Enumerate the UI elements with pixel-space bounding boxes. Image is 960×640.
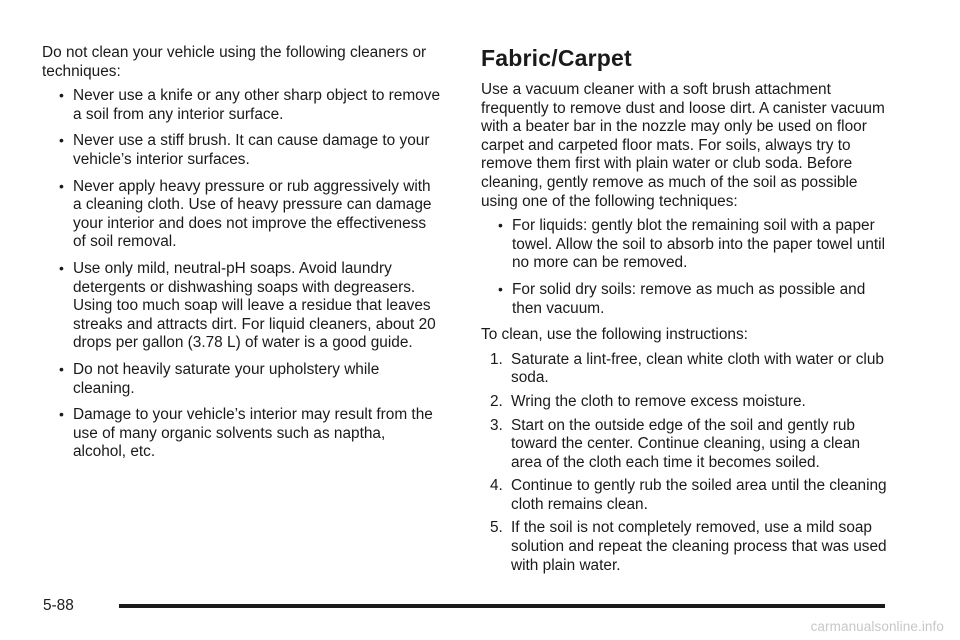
cleaning-steps-list [481,351,893,576]
list-item [481,217,893,273]
bullet-icon: • [59,406,64,423]
soil-technique-list [481,217,893,318]
list-item [481,281,893,318]
list-item-text: For liquids: gently blot the remaining soil with a paper towel. Allow the soil to absorb into the paper towel until no more can be removed. [512,217,886,272]
bullet-icon: • [59,87,64,104]
bullet-icon: • [498,217,503,234]
list-item [42,406,442,462]
list-item-text: Do not heavily saturate your upholstery while cleaning. [73,360,380,397]
step-text: Start on the outside edge of the soil and gently rub toward the center. Continue cleaning, using a clean area of the cloth each time it becomes soiled. [511,416,861,471]
step-item [481,519,893,575]
section-heading: Fabric/Carpet [481,45,632,71]
cleaners-intro: Do not clean your vehicle using the following cleaners or techniques: [42,44,427,80]
list-item-text: Use only mild, neutral-pH soaps. Avoid laundry detergents or dishwashing soaps with degreasers. Using too much soap will leave a residue that leaves streaks and attracts dirt. For liquid cleaners, about 20 drops per gallon (3.78 L) of water is a good guide. [73,259,436,352]
bullet-icon: • [498,280,503,297]
step-number: 1. [490,350,503,368]
page-number: 5-88 [43,597,74,614]
step-item [481,393,893,412]
cleaners-warning-list [42,87,442,462]
step-number: 2. [490,392,503,410]
step-text: Wring the cloth to remove excess moisture. [511,392,806,410]
fabric-carpet-intro: Use a vacuum cleaner with a soft brush attachment frequently to remove dust and loose dirt. A canister vacuum with a beater bar in the nozzle may only be used on floor carpet and carpeted floor mats. For soils, always try to remove them first with plain water or club soda. Before cleaning, gently remove as much of the soil as possible using one of the following techniques: [481,81,885,210]
list-item-text: Damage to your vehicle’s interior may result from the use of many organic solvents such as naptha, alcohol, etc. [73,406,433,461]
list-item-text: Never apply heavy pressure or rub aggressively with a cleaning cloth. Use of heavy pressure can damage your interior and does not improve the effectiveness of soil removal. [73,177,432,251]
step-text: Saturate a lint-free, clean white cloth with water or club soda. [511,350,884,387]
step-text: Continue to gently rub the soiled area until the cleaning cloth remains clean. [511,477,887,513]
list-item [42,132,442,169]
step-number: 5. [490,519,503,537]
bullet-icon: • [59,360,64,377]
bullet-icon: • [59,259,64,276]
footer-divider [119,604,885,608]
list-item [42,361,442,398]
list-item-text: For solid dry soils: remove as much as possible and then vacuum. [512,280,866,317]
step-number: 3. [490,416,503,434]
step-text: If the soil is not completely removed, use a mild soap solution and repeat the cleaning process that was used with plain water. [511,519,887,574]
steps-intro: To clean, use the following instructions: [481,326,748,344]
bullet-icon: • [59,132,64,149]
bullet-icon: • [59,177,64,194]
step-item [481,477,893,514]
step-item [481,351,893,388]
step-number: 4. [490,477,503,495]
left-column [42,44,442,470]
watermark: carmanualsonline.info [810,619,944,634]
list-item-text: Never use a stiff brush. It can cause damage to your vehicle’s interior surfaces. [73,132,430,168]
list-item [42,260,442,353]
list-item-text: Never use a knife or any other sharp object to remove a soil from any interior surface. [73,87,441,123]
list-item [42,87,442,124]
step-item [481,417,893,473]
list-item [42,178,442,252]
right-column [481,44,893,580]
